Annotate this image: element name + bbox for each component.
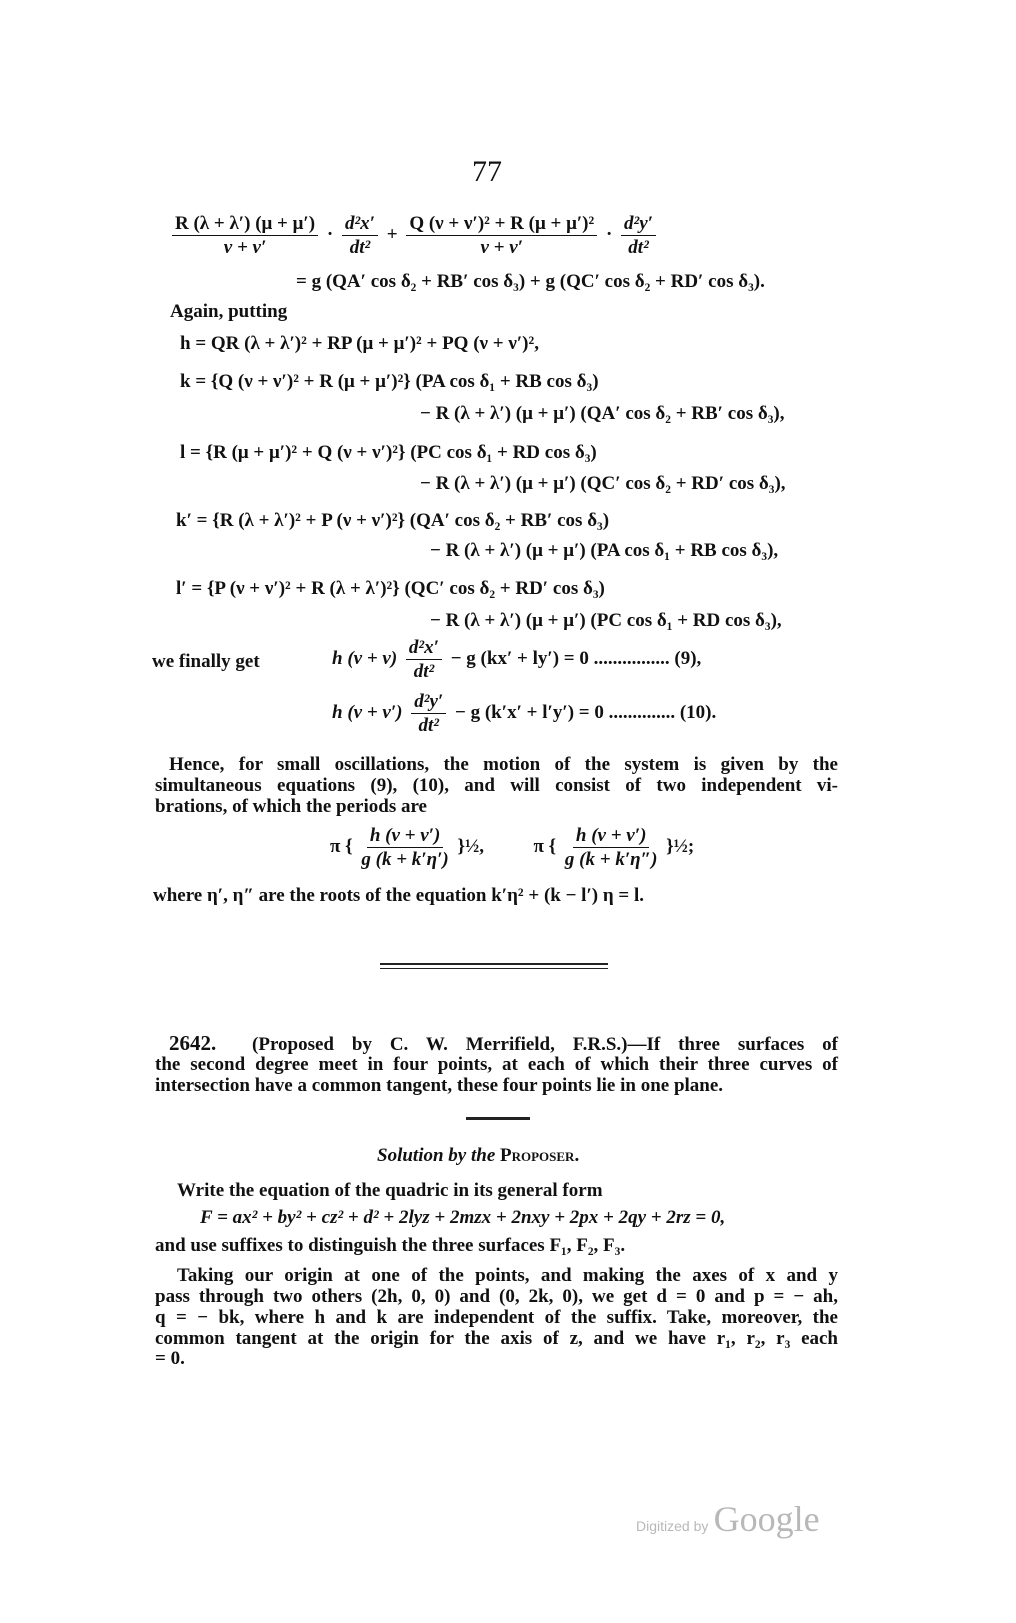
fraction-numerator: h (ν + ν′) [367, 826, 444, 848]
fraction-numerator: R (λ + λ′) (μ + μ′) [172, 214, 318, 236]
period-suffix: }½; [666, 835, 695, 857]
fraction-denominator: dt² [349, 237, 371, 258]
finally-label: we finally get [152, 651, 260, 672]
equation-10 [332, 692, 716, 735]
def-l-prime-cont: − R (λ + λ′) (μ + μ′) (PC cos δ₁ + RD cos δ₃), [430, 610, 782, 631]
equation-9 [332, 638, 701, 681]
solution-heading-italic: Solution by the [377, 1145, 496, 1166]
watermark-prefix: Digitized by [636, 1518, 709, 1534]
def-h: h = QR (λ + λ′)² + RP (μ + μ′)² + PQ (ν + ν′)², [180, 333, 539, 354]
taking-line-3: q = − bk, where h and k are independent of the suffix. Take, moreover, the [155, 1307, 838, 1328]
equation-top [168, 214, 660, 257]
eq9-rhs: − g (kx′ + ly′) = 0 ................ (9), [450, 647, 702, 669]
fraction-numerator: h (ν + ν′) [573, 826, 650, 848]
problem-text: (Proposed by C. W. Merrifield, F.R.S.)—If three surfaces of [252, 1034, 839, 1055]
period-suffix: }½, [457, 835, 485, 857]
hence-line-1: Hence, for small oscillations, the motion of the system is given by the [169, 754, 838, 775]
def-l-cont: − R (λ + λ′) (μ + μ′) (QC′ cos δ₂ + RD′ cos δ₃), [420, 473, 786, 494]
quadric-equation: F = ax² + by² + cz² + d² + 2lyz + 2mzx + 2nxy + 2px + 2qy + 2rz = 0, [200, 1207, 726, 1228]
def-l: l = {R (μ + μ′)² + Q (ν + ν′)²} (PC cos δ₁ + RD cos δ₃) [180, 442, 597, 463]
plus: + [386, 223, 398, 245]
def-k-prime-cont: − R (λ + λ′) (μ + μ′) (PA cos δ₁ + RB cos δ₃), [430, 540, 779, 561]
problem-line-3: intersection have a common tangent, these four points lie in one plane. [155, 1075, 724, 1096]
where-line: where η′, η″ are the roots of the equation k′η² + (k − l′) η = l. [153, 885, 645, 906]
section-divider [380, 963, 608, 965]
fraction-denominator: ν + ν′ [480, 237, 524, 258]
eq10-rhs: − g (k′x′ + l′y′) = 0 .............. (10). [455, 701, 717, 723]
fraction-denominator: g (k + k′η′) [361, 849, 449, 870]
dot: · [605, 223, 613, 245]
fraction-numerator: d²y′ [411, 692, 446, 714]
section-divider [380, 968, 608, 969]
def-k-prime: k′ = {R (λ + λ′)² + P (ν + ν′)²} (QA′ cos δ₂ + RB′ cos δ₃) [176, 510, 610, 531]
fraction-numerator: d²x′ [342, 214, 378, 236]
fraction-denominator: ν + ν′ [223, 237, 267, 258]
fraction-denominator: dt² [628, 237, 649, 258]
taking-line-2: pass through two others (2h, 0, 0) and (0, 2k, 0), we get d = 0 and p = − ah, [155, 1286, 838, 1307]
problem-line-1 [155, 1033, 838, 1055]
page-number: 77 [472, 155, 502, 188]
hence-line-3: brations, of which the periods are [155, 796, 427, 817]
period-prefix: π { [533, 835, 557, 857]
suffix-line: and use suffixes to distinguish the three surfaces F₁, F₂, F₃. [155, 1235, 626, 1256]
fraction-numerator: Q (ν + ν′)² + R (μ + μ′)² [406, 214, 597, 236]
google-logo: Google [713, 1499, 820, 1539]
hence-line-2: simultaneous equations (9), (10), and will consist of two independent vi- [155, 775, 838, 796]
def-k-cont: − R (λ + λ′) (μ + μ′) (QA′ cos δ₂ + RB′ cos δ₃), [420, 403, 785, 424]
short-rule [466, 1117, 530, 1120]
again-putting: Again, putting [170, 301, 288, 322]
equation-rhs: = g (QA′ cos δ₂ + RB′ cos δ₃) + g (QC′ cos δ₂ + RD′ cos δ₃). [296, 271, 765, 292]
eq9-lhs: h (ν + ν) [332, 647, 398, 669]
problem-number: 2642. [169, 1031, 217, 1055]
write-line: Write the equation of the quadric in its general form [177, 1180, 603, 1201]
def-k: k = {Q (ν + ν′)² + R (μ + μ′)²} (PA cos δ₁ + RB cos δ₃) [180, 371, 599, 392]
solution-heading [377, 1146, 579, 1165]
fraction-denominator: dt² [418, 715, 439, 736]
taking-line-1: Taking our origin at one of the points, and making the axes of x and y [177, 1265, 838, 1286]
taking-line-5: = 0. [155, 1348, 185, 1369]
eq10-lhs: h (ν + ν′) [332, 701, 403, 723]
fraction-numerator: d²y′ [621, 214, 656, 236]
google-watermark [636, 1498, 820, 1540]
period-prefix: π { [330, 835, 353, 857]
solution-author: Proposer. [500, 1145, 580, 1166]
fraction-numerator: d²x′ [406, 638, 442, 660]
taking-line-4: common tangent at the origin for the axis of z, and we have r₁, r₂, r₃ each [155, 1328, 838, 1349]
problem-line-2: the second degree meet in four points, at each of which their three curves of [155, 1054, 838, 1075]
def-l-prime: l′ = {P (ν + ν′)² + R (λ + λ′)²} (QC′ cos δ₂ + RD′ cos δ₃) [176, 578, 605, 599]
fraction-denominator: dt² [413, 661, 435, 682]
fraction-denominator: g (k + k′η″) [564, 849, 658, 870]
dot: · [326, 223, 334, 245]
periods-formula [330, 826, 694, 869]
